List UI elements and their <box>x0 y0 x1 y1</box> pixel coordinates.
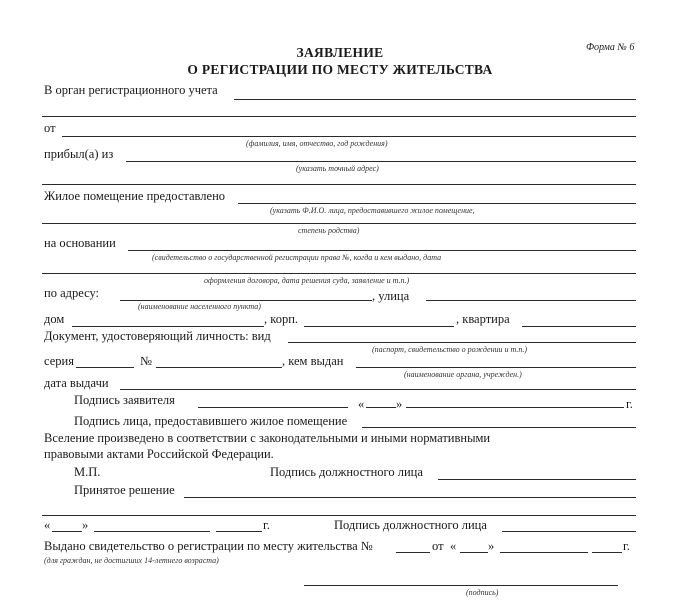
quote-close: » <box>396 397 403 411</box>
bottom-signature-hint: (подпись) <box>466 588 499 597</box>
street-field[interactable] <box>426 300 636 301</box>
decision-field[interactable] <box>184 497 636 498</box>
building-field[interactable] <box>304 326 454 327</box>
id-document-label: Документ, удостоверяющий личность: вид <box>44 329 271 343</box>
building-label: , корп. <box>264 312 299 326</box>
basis-hint-1: (свидетельство о государственной регистрации права №, когда и кем выдано, дата <box>152 253 442 262</box>
decision-day-field[interactable] <box>52 531 82 532</box>
issued-by-label: , кем выдан <box>282 354 344 368</box>
footer-official-signature-field[interactable] <box>502 531 636 532</box>
dwelling-provided-field[interactable] <box>238 203 636 204</box>
certificate-number-field[interactable] <box>396 552 430 553</box>
from-hint: (фамилия, имя, отчество, год рождения) <box>246 139 388 148</box>
apartment-field[interactable] <box>522 326 636 327</box>
certificate-label: Выдано свидетельство о регистрации по месту жительства № <box>44 539 373 553</box>
document-number-field[interactable] <box>156 367 282 368</box>
apartment-label: , квартира <box>456 312 510 326</box>
form-title-line2: О РЕГИСТРАЦИИ ПО МЕСТУ ЖИТЕЛЬСТВА <box>187 62 493 77</box>
registration-authority-field[interactable] <box>234 99 636 100</box>
issued-by-hint: (наименование органа, учрежден.) <box>404 370 522 379</box>
arrived-from-field-2[interactable] <box>42 184 636 185</box>
house-field[interactable] <box>72 326 264 327</box>
address-hint: (наименование населенного пункта) <box>138 302 261 311</box>
basis-field[interactable] <box>128 250 636 251</box>
decision-year-field[interactable] <box>216 531 262 532</box>
dwelling-hint-2: степень родства) <box>298 226 360 235</box>
year-suffix: г. <box>626 397 633 411</box>
footer-official-signature-label: Подпись должностного лица <box>334 518 487 532</box>
provider-signature-label: Подпись лица, предоставившего жилое помещение <box>74 414 348 428</box>
decision-label: Принятое решение <box>74 483 175 497</box>
certificate-year-field[interactable] <box>592 552 622 553</box>
applicant-signature-field[interactable] <box>198 407 348 408</box>
certificate-year-suffix: г. <box>623 539 630 553</box>
certificate-quote-close: » <box>488 539 495 553</box>
settlement-text-1: Вселение произведено в соответствии с законодательными и иными нормативными <box>44 431 491 445</box>
series-field[interactable] <box>76 367 134 368</box>
issued-by-field[interactable] <box>356 367 636 368</box>
official-signature-label: Подпись должностного лица <box>270 465 423 479</box>
basis-label: на основании <box>44 236 116 250</box>
issue-date-field[interactable] <box>120 389 636 390</box>
registration-authority-field-2[interactable] <box>42 116 636 117</box>
stamp-label: М.П. <box>74 465 101 479</box>
minors-note: (для граждан, не достигших 14-летнего возраста) <box>44 556 219 565</box>
certificate-day-field[interactable] <box>460 552 488 553</box>
certificate-month-field[interactable] <box>500 552 588 553</box>
series-label: серия <box>44 354 74 368</box>
form-title-line1: ЗАЯВЛЕНИЕ <box>296 45 384 60</box>
official-signature-field[interactable] <box>438 479 636 480</box>
decision-month-field[interactable] <box>94 531 210 532</box>
arrived-from-field[interactable] <box>126 161 636 162</box>
provider-signature-field[interactable] <box>362 427 636 428</box>
dwelling-provided-label: Жилое помещение предоставлено <box>44 189 226 203</box>
form-number: Форма № 6 <box>586 42 635 53</box>
number-label: № <box>140 354 152 368</box>
street-label: , улица <box>372 289 410 303</box>
decision-quote-close: » <box>82 518 89 532</box>
issue-date-label: дата выдачи <box>44 376 109 390</box>
settlement-text-2: правовыми актами Российской Федерации. <box>44 447 274 461</box>
dwelling-hint-1: (указать Ф.И.О. лица, предоставившего жилое помещение, <box>270 206 475 215</box>
applicant-signature-label: Подпись заявителя <box>74 393 175 407</box>
certificate-quote-open: « <box>450 539 457 553</box>
certificate-from-label: от <box>432 539 444 553</box>
id-document-hint: (паспорт, свидетельство о рождении и т.п.) <box>372 345 528 354</box>
address-label: по адресу: <box>44 286 100 300</box>
from-field[interactable] <box>62 136 636 137</box>
from-label: от <box>44 121 56 135</box>
id-document-field[interactable] <box>288 342 636 343</box>
registration-authority-label: В орган регистрационного учета <box>44 83 218 97</box>
bottom-signature-field[interactable] <box>304 585 618 586</box>
house-label: дом <box>44 312 65 326</box>
settlement-field[interactable] <box>120 300 372 301</box>
decision-field-2[interactable] <box>42 515 636 516</box>
applicant-day-field[interactable] <box>366 407 396 408</box>
arrived-from-hint: (указать точный адрес) <box>296 164 379 173</box>
applicant-month-year-field[interactable] <box>406 407 624 408</box>
basis-hint-2: оформления договора, дата решения суда, заявление и т.п.) <box>204 276 410 285</box>
arrived-from-label: прибыл(а) из <box>44 147 114 161</box>
dwelling-provided-field-2[interactable] <box>42 223 636 224</box>
basis-field-2[interactable] <box>42 273 636 274</box>
quote-open: « <box>358 397 365 411</box>
decision-year-suffix: г. <box>263 518 270 532</box>
decision-quote-open: « <box>44 518 51 532</box>
